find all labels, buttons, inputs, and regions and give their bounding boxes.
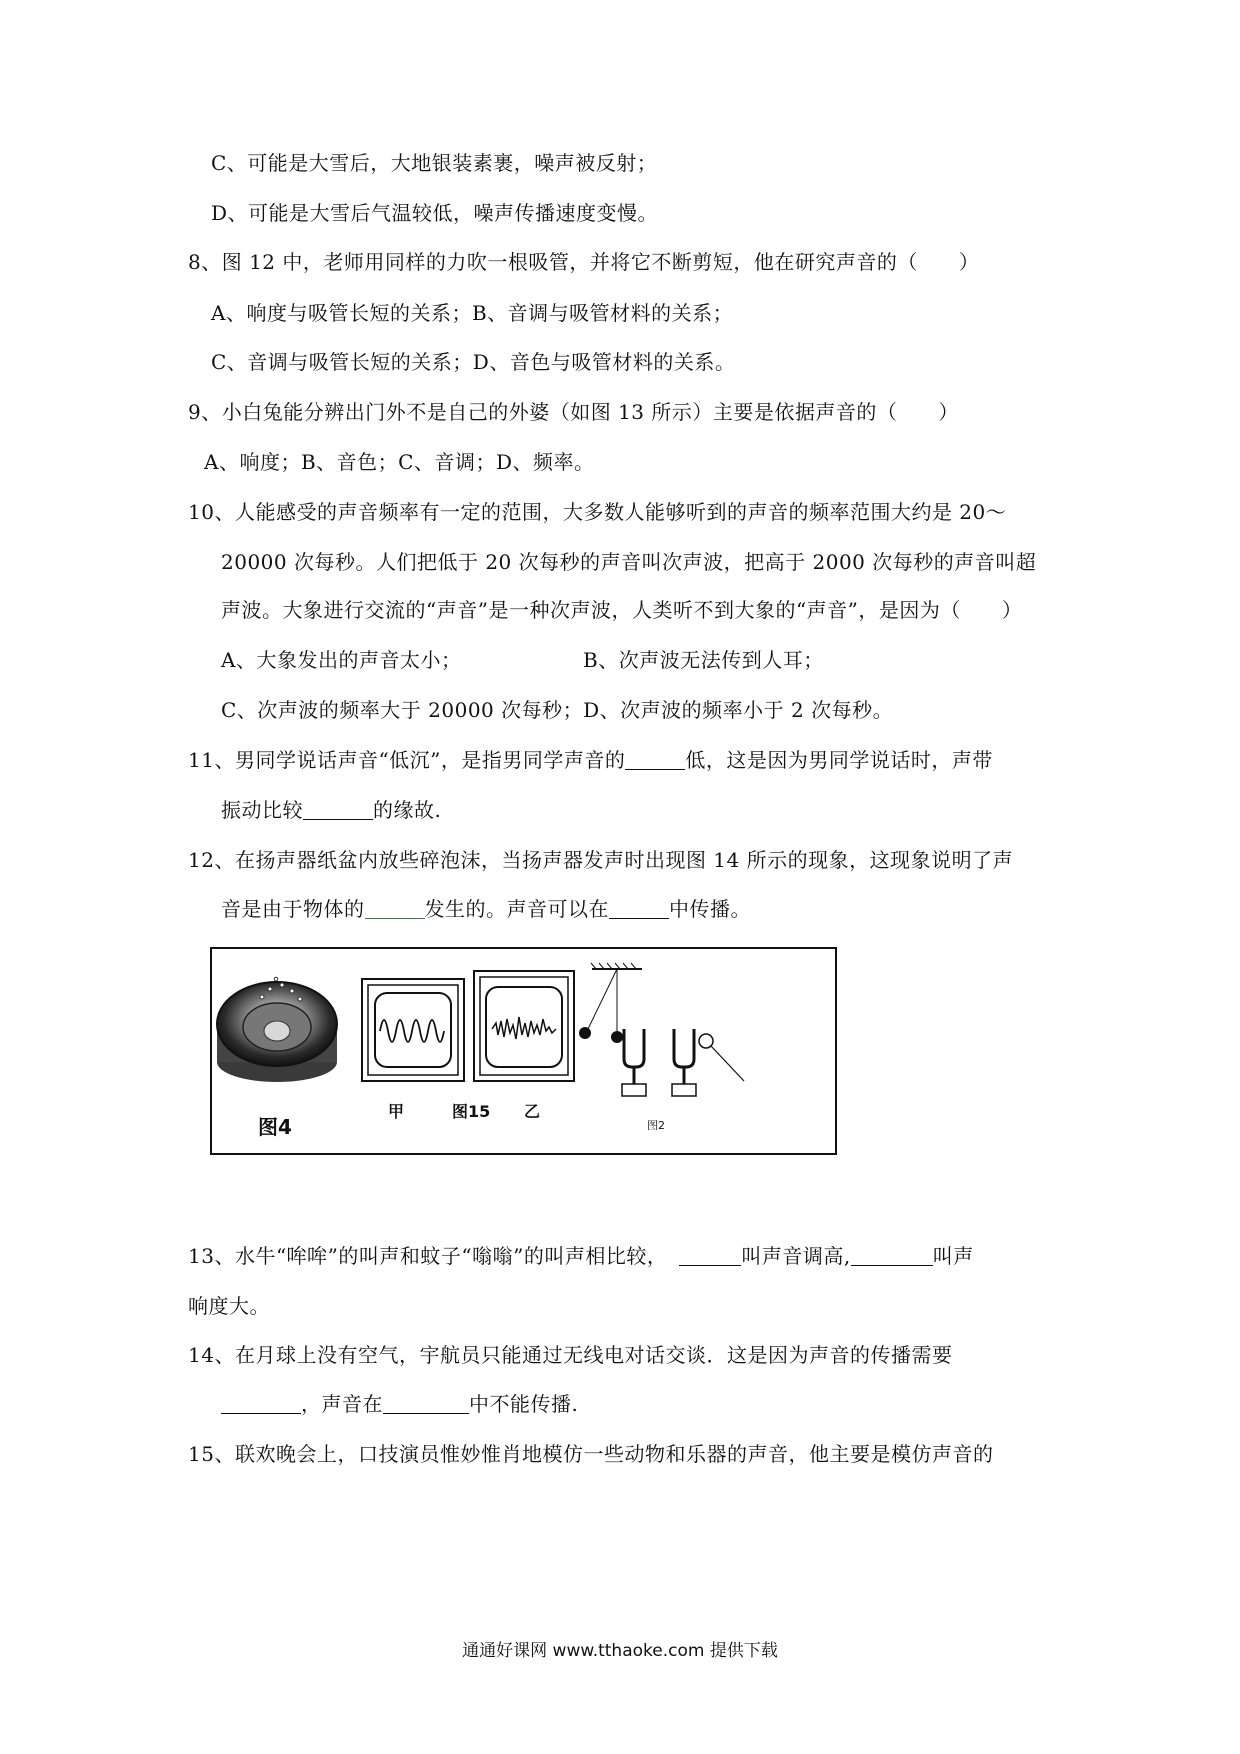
- q13-line1: [188, 1242, 974, 1270]
- q10-option-b: B、次声波无法传到人耳；: [583, 648, 824, 672]
- q13-blank-1[interactable]: [679, 1245, 741, 1266]
- q11-line2: [221, 796, 441, 824]
- q13-line2: 响度大。: [188, 1294, 270, 1318]
- q9-stem: 9、小白兔能分辨出门外不是自己的外婆（如图 13 所示）主要是依据声音的（ ）: [188, 400, 959, 424]
- q10-options-cd: C、次声波的频率大于 20000 次每秒；D、次声波的频率小于 2 次每秒。: [221, 698, 894, 722]
- q12-line2: [221, 895, 751, 923]
- q10-option-a: A、大象发出的声音太小；: [221, 648, 462, 672]
- figure-2-label: 图2: [647, 1119, 665, 1132]
- q11-text-c: 振动比较: [221, 798, 303, 822]
- q14-line2: [221, 1390, 578, 1418]
- q14-blank-1[interactable]: [221, 1393, 301, 1414]
- q7-option-d: D、可能是大雪后气温较低，噪声传播速度变慢。: [211, 201, 659, 225]
- q10-line1: 10、人能感受的声音频率有一定的范围，大多数人能够听到的声音的频率范围大约是 20～: [188, 500, 1007, 524]
- figure-15-label: 图15: [452, 1102, 491, 1121]
- figure-15-jia-label: 甲: [388, 1102, 405, 1121]
- q11-text-b: 低，这是因为男同学说话时，声带: [685, 748, 993, 772]
- q11-line1: [188, 746, 993, 774]
- tuning-fork-icon: [579, 963, 744, 1096]
- q13-text-b: 叫声音调高,: [741, 1244, 851, 1268]
- q8-stem: 8、图 12 中，老师用同样的力吹一根吸管，并将它不断剪短，他在研究声音的（ ）: [188, 250, 980, 274]
- q7-option-c: C、可能是大雪后，大地银装素裹，噪声被反射；: [211, 151, 658, 175]
- q12-text-a: 音是由于物体的: [221, 897, 365, 921]
- q10-line2: 20000 次每秒。人们把低于 20 次每秒的声音叫次声波，把高于 2000 次每秒的声音叫超: [221, 550, 1037, 574]
- q15-line1: 15、联欢晚会上，口技演员惟妙惟肖地模仿一些动物和乐器的声音，他主要是模仿声音的: [188, 1442, 994, 1466]
- q12-blank-1[interactable]: [365, 898, 425, 919]
- q13-text-c: 叫声: [932, 1244, 974, 1268]
- figure-4-label: 图4: [258, 1115, 292, 1139]
- q8-options-cd: C、音调与吸管长短的关系；D、音色与吸管材料的关系。: [211, 350, 736, 374]
- q13-text-a: 13、水牛“哞哞”的叫声和蚊子“嗡嗡”的叫声相比较，: [188, 1244, 668, 1268]
- q13-blank-2[interactable]: [851, 1245, 933, 1266]
- q14-text-b: 中不能传播.: [469, 1392, 579, 1416]
- page-footer: 通通好课网 www.tthaoke.com 提供下载: [462, 1641, 778, 1661]
- q11-blank-2[interactable]: [303, 799, 373, 820]
- figure-illustrations: [212, 949, 834, 1152]
- q12-text-b: 发生的。声音可以在: [424, 897, 609, 921]
- q11-text-d: 的缘故.: [373, 798, 442, 822]
- figure-15-yi-label: 乙: [524, 1102, 541, 1121]
- oscilloscope-jia-icon: [362, 979, 464, 1081]
- q14-line1: 14、在月球上没有空气，宇航员只能通过无线电对话交谈．这是因为声音的传播需要: [188, 1343, 953, 1367]
- speaker-icon: [217, 977, 337, 1082]
- q12-line1: 12、在扬声器纸盆内放些碎泡沫，当扬声器发声时出现图 14 所示的现象，这现象说明了声: [188, 848, 1014, 872]
- q11-text-a: 11、男同学说话声音“低沉”，是指男同学声音的: [188, 748, 626, 772]
- q12-blank-2[interactable]: [609, 898, 669, 919]
- figure-box: [210, 947, 837, 1155]
- q14-blank-2[interactable]: [383, 1393, 469, 1414]
- q8-options-ab: A、响度与吸管长短的关系；B、音调与吸管材料的关系；: [211, 301, 734, 325]
- q12-text-c: 中传播。: [669, 897, 751, 921]
- q10-line3: 声波。大象进行交流的“声音”是一种次声波，人类听不到大象的“声音”，是因为（ ）: [221, 598, 1023, 622]
- oscilloscope-yi-icon: [474, 971, 574, 1081]
- q14-text-a: ，声音在: [301, 1392, 383, 1416]
- q9-options: A、响度；B、音色；C、音调；D、频率。: [204, 450, 595, 474]
- q11-blank-1[interactable]: [625, 749, 685, 770]
